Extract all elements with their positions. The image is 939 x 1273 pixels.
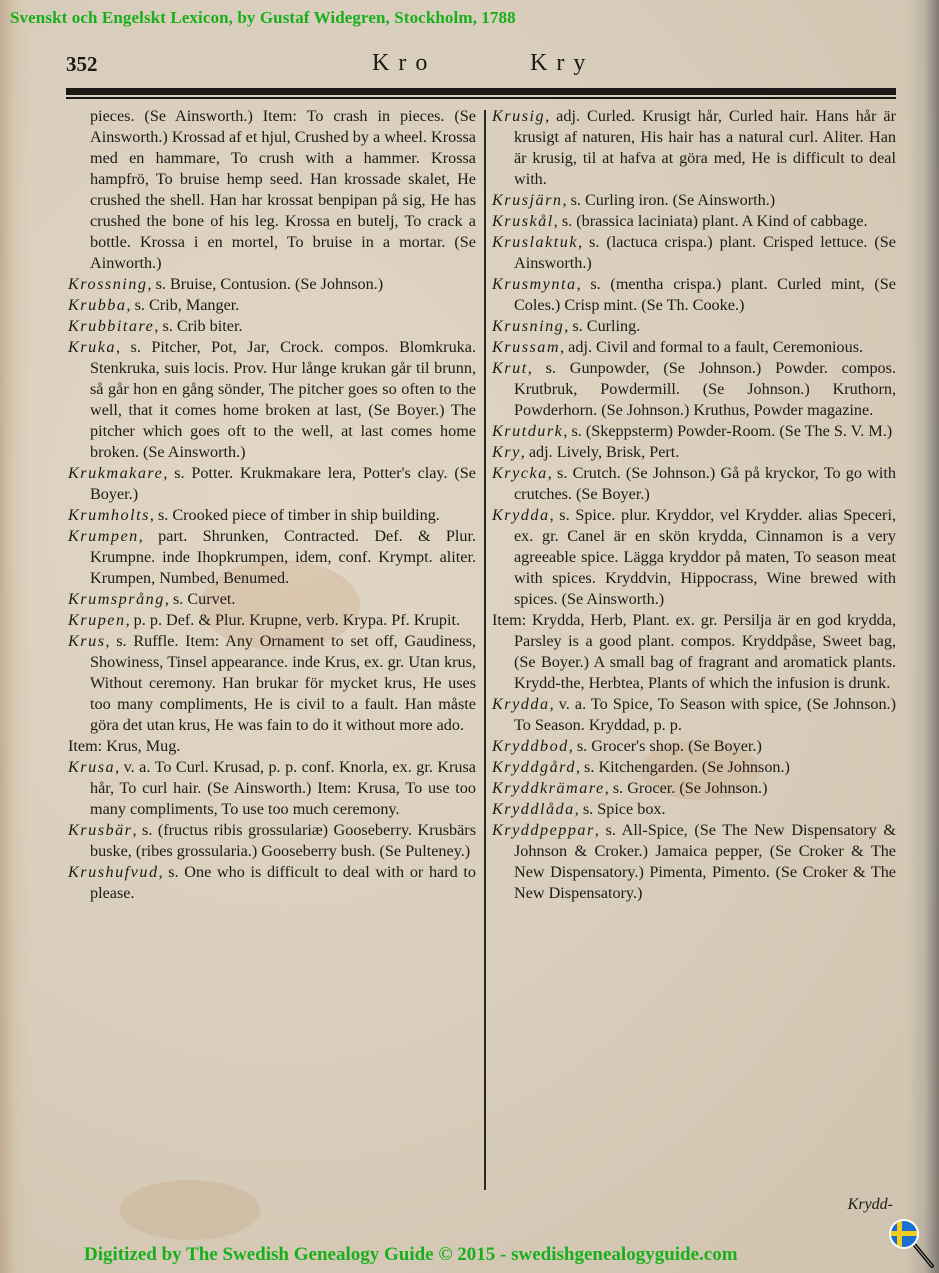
dictionary-entry	[68, 820, 476, 862]
dictionary-entry	[492, 694, 896, 736]
dictionary-entry	[68, 337, 476, 463]
dictionary-entry	[68, 736, 476, 757]
entry-headword: Krydda	[492, 506, 550, 524]
entry-definition: , s. Spice box.	[574, 800, 666, 818]
entry-headword: Krukmakare	[68, 464, 164, 482]
entry-definition: , s. Curvet.	[164, 590, 236, 608]
dictionary-entry	[492, 799, 896, 820]
entry-headword: Krumpen	[68, 527, 139, 545]
entry-headword: Kryddbod	[492, 737, 569, 755]
entry-definition: , adj. Civil and formal to a fault, Ceremonious.	[560, 338, 864, 356]
entry-headword: Krossning	[68, 275, 148, 293]
dictionary-entry	[68, 463, 476, 505]
entry-definition: , s. Curling iron. (Se Ainsworth.)	[562, 191, 776, 209]
entry-definition: , s. Crooked piece of timber in ship building.	[149, 506, 440, 524]
dictionary-entry	[68, 274, 476, 295]
entry-headword: Krydda	[492, 695, 550, 713]
entry-definition: , s. Crib biter.	[154, 317, 243, 335]
entry-headword: Kryddgård	[492, 758, 576, 776]
entry-headword: Kryddpeppar	[492, 821, 595, 839]
flag-cross-horizontal	[889, 1231, 919, 1236]
entry-headword: Kry	[492, 443, 521, 461]
magnifier-swedish-flag-icon	[884, 1214, 936, 1270]
entry-definition: , v. a. To Spice, To Season with spice, (Se Johnson.) To Season. Kryddad, p. p.	[514, 695, 896, 734]
entry-headword: Kryddkrämare	[492, 779, 605, 797]
dictionary-entry	[68, 106, 476, 274]
dictionary-entry	[492, 358, 896, 421]
dictionary-entry	[68, 589, 476, 610]
entry-headword: Krubbitare	[68, 317, 155, 335]
dictionary-entry	[68, 862, 476, 904]
entry-definition: , p. p. Def. & Plur. Krupne, verb. Krypa. Pf. Krupit.	[125, 611, 461, 629]
entry-headword: Krumsprång	[68, 590, 165, 608]
entry-definition: , s. Crutch. (Se Johnson.) Gå på kryckor, To go with crutches. (Se Boyer.)	[514, 464, 896, 503]
dictionary-entry	[68, 295, 476, 316]
dictionary-entry	[492, 757, 896, 778]
dictionary-entry	[492, 232, 896, 274]
digitized-credit: Digitized by The Swedish Genealogy Guide © 2015 - swedishgenealogyguide.com	[84, 1244, 738, 1265]
dictionary-entry	[492, 442, 896, 463]
dictionary-entry	[492, 421, 896, 442]
entry-headword: Krubba	[68, 296, 127, 314]
column-divider	[484, 110, 486, 1190]
entry-headword: Krus	[68, 632, 106, 650]
entry-headword: Krutdurk	[492, 422, 564, 440]
entry-definition: , s. (mentha crispa.) plant. Curled mint, (Se Coles.) Crisp mint. (Se Th. Cooke.)	[514, 275, 896, 314]
entry-definition: , s. (brassica laciniata) plant. A Kind of cabbage.	[553, 212, 868, 230]
title-banner: Svenskt och Engelskt Lexicon, by Gustaf Widegren, Stockholm, 1788	[10, 8, 516, 27]
left-column	[68, 106, 476, 904]
entry-definition: , s. Grocer. (Se Johnson.)	[604, 779, 768, 797]
dictionary-entry	[492, 610, 896, 694]
entry-headword: Kruskål	[492, 212, 554, 230]
entry-headword: Krushufvud	[68, 863, 159, 881]
entry-headword: Krumholts	[68, 506, 150, 524]
dictionary-entry	[492, 106, 896, 190]
entry-definition: , s. Ruffle. Item: Any Ornament to set off, Gaudiness, Showiness, Tinsel appearance. inde Krus, ex. gr. Utan krus, Without ceremony. Han brukar för mycket krus, He uses too many compliments, He is civil to a fault. Han måste göra det utan krus, He was fain to do it without more ado.	[90, 632, 476, 734]
entry-definition: , s. Potter. Krukmakare lera, Potter's clay. (Se Boyer.)	[90, 464, 476, 503]
entry-definition: , s. (Skeppsterm) Powder-Room. (Se The S. V. M.)	[563, 422, 893, 440]
entry-definition: , s. Bruise, Contusion. (Se Johnson.)	[147, 275, 384, 293]
dictionary-entry	[492, 505, 896, 610]
entry-definition: , v. a. To Curl. Krusad, p. p. conf. Knorla, ex. gr. Krusa hår, To curl hair. (Se Ainsworth.) Item: Krusa, To use too many compliments, To use too much ceremony.	[90, 758, 476, 818]
entry-headword: Krycka	[492, 464, 548, 482]
dictionary-entry	[492, 778, 896, 799]
running-head-left: Kro	[372, 50, 437, 76]
entry-definition: Item: Krydda, Herb, Plant. ex. gr. Persilja är en god krydda, Parsley is a good plant. compos. Kryddpåse, Sweet bag, (Se Boyer.) A small bag of fragrant and aromatick plants. Krydd-the, Herbtea, Plants of which the infusion is drunk.	[492, 611, 896, 692]
entry-headword: Kruka	[68, 338, 116, 356]
entry-definition: , s. Gunpowder, (Se Johnson.) Powder. compos. Krutbruk, Powdermill. (Se Johnson.) Kruthorn, Powderhorn. (Se Johnson.) Kruthus, Powder magazine.	[514, 359, 896, 419]
running-head-right: Kry	[530, 50, 595, 76]
entry-headword: Krusig	[492, 107, 546, 125]
entry-headword: Krusmynta	[492, 275, 577, 293]
entry-definition: , s. Kitchengarden. (Se Johnson.)	[575, 758, 790, 776]
entry-definition: pieces. (Se Ainsworth.) Item: To crash in pieces. (Se Ainsworth.) Krossad af et hjul, Crushed by a wheel. Krossa med en hammare, To crush with a hammer. Krossa hampfrö, To bruise hemp seed. Han krossade skalet, He crushed the shell. Han har krossat benpipan på sig, He has crushed the bone of his leg. Krossa en butelj, To crack a bottle. Krossa i en mortel, To bruise in a mortar. (Se Ainworth.)	[90, 107, 476, 272]
entry-definition: , s. All-Spice, (Se The New Dispensatory & Johnson & Croker.) Jamaica pepper, (Se Croker & The New Dispensatory.) Pimenta, Pimento. (Se Croker & The New Dispensatory.)	[514, 821, 896, 902]
entry-definition: , s. Curling.	[564, 317, 641, 335]
page-number: 352	[66, 52, 98, 76]
entry-definition: , s. One who is difficult to deal with or hard to please.	[90, 863, 476, 902]
dictionary-entry	[492, 211, 896, 232]
entry-definition: , s. Pitcher, Pot, Jar, Crock. compos. Blomkruka. Stenkruka, suis locis. Prov. Hur långe krukan går til brunn, så går hon en gång sönder, The pitcher goes so often to the well, that it comes home broken at last, (Se Boyer.) The pitcher which goes oft to the well, at last comes home broken. (Se Ainsworth.)	[90, 338, 476, 461]
entry-headword: Krusbär	[68, 821, 133, 839]
dictionary-entry	[68, 316, 476, 337]
header-rule-thin	[66, 97, 896, 99]
dictionary-entry	[68, 757, 476, 820]
entry-definition: , s. (fructus ribis grossulariæ) Gooseberry. Krusbärs buske, (ribes grossularia.) Gooseberry bush. (Se Pulteney.)	[90, 821, 476, 860]
dictionary-entry	[492, 316, 896, 337]
entry-definition: Item: Krus, Mug.	[68, 737, 181, 755]
dictionary-entry	[68, 526, 476, 589]
header-rule-thick	[66, 88, 896, 95]
dictionary-entry	[492, 463, 896, 505]
entry-definition: , adj. Lively, Brisk, Pert.	[520, 443, 680, 461]
paper-stain	[120, 1180, 260, 1240]
entry-definition: , s. Crib, Manger.	[126, 296, 240, 314]
dictionary-entry	[492, 736, 896, 757]
entry-headword: Krusjärn	[492, 191, 563, 209]
entry-headword: Krussam	[492, 338, 561, 356]
dictionary-entry	[492, 820, 896, 904]
dictionary-entry	[492, 337, 896, 358]
dictionary-entry	[68, 505, 476, 526]
dictionary-entry	[68, 610, 476, 631]
entry-headword: Kryddlåda	[492, 800, 575, 818]
dictionary-entry	[68, 631, 476, 736]
entry-definition: , s. (lactuca crispa.) plant. Crisped lettuce. (Se Ainsworth.)	[514, 233, 896, 272]
entry-headword: Krut	[492, 359, 528, 377]
right-column	[492, 106, 896, 904]
entry-definition: , s. Spice. plur. Kryddor, vel Krydder. alias Speceri, ex. gr. Canel är en skön krydda, Cinnamon is a very agreeable spice. Lägga kryddor på maten, To season meat with spices. Kryddvin, Hippocrass, Wine brewed with spices. (Se Ainsworth.)	[514, 506, 896, 608]
entry-definition: , part. Shrunken, Contracted. Def. & Plur. Krumpne. inde Ihopkrumpen, idem, conf. Krympt. aliter. Krumpen, Numbed, Benumed.	[90, 527, 476, 587]
entry-headword: Kruslaktuk	[492, 233, 579, 251]
dictionary-entry	[492, 274, 896, 316]
catchword: Krydd-	[847, 1196, 893, 1213]
entry-headword: Krusa	[68, 758, 116, 776]
dictionary-entry	[492, 190, 896, 211]
entry-headword: Krusning	[492, 317, 565, 335]
entry-definition: , s. Grocer's shop. (Se Boyer.)	[568, 737, 762, 755]
entry-headword: Krupen	[68, 611, 126, 629]
entry-definition: , adj. Curled. Krusigt hår, Curled hair. Hans hår är krusigt af naturen, His hair has a natural curl. Aliter. Han är krusig, til at hafva at göra med, He is difficult to deal with.	[514, 107, 896, 188]
